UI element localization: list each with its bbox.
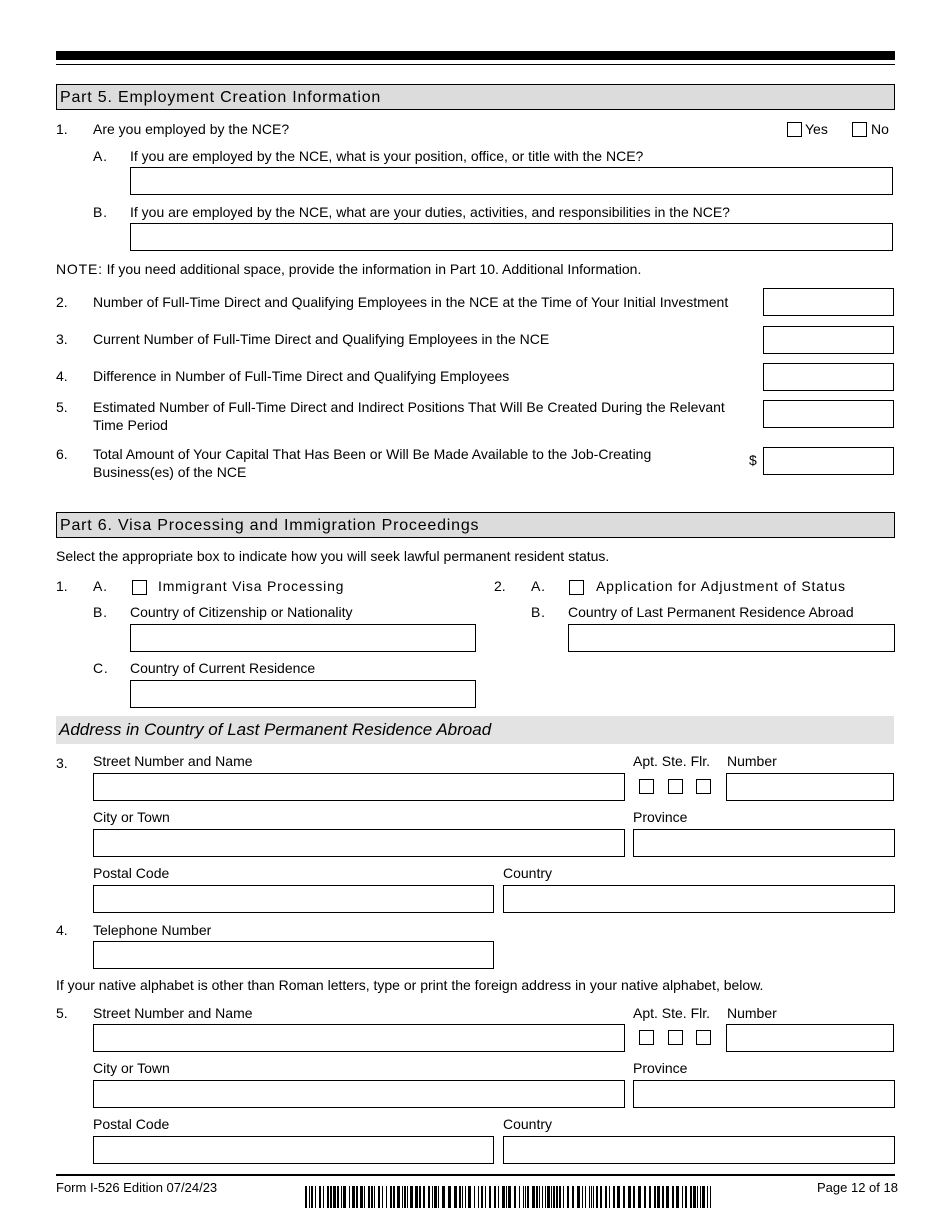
q4-number: 4. <box>56 368 68 384</box>
unit-number-label: Number <box>727 753 777 769</box>
native-ste-checkbox[interactable] <box>668 1030 683 1045</box>
q3-number: 3. <box>56 331 68 347</box>
q1-yes-checkbox[interactable] <box>787 122 802 137</box>
q1b-letter: B. <box>93 204 108 220</box>
native-flr-label: Flr. <box>690 1005 711 1021</box>
top-rule-thick <box>56 51 895 60</box>
q6-label: Total Amount of Your Capital That Has Been or Will Be Made Available to the Job-Creating Business(es) of the NCE <box>93 446 652 480</box>
flr-checkbox[interactable] <box>696 779 711 794</box>
city-field[interactable] <box>93 829 625 857</box>
item2b-letter: B. <box>531 604 546 620</box>
item4-number: 4. <box>56 922 68 938</box>
province-field[interactable] <box>633 829 895 857</box>
form-edition: Form I-526 Edition 07/24/23 <box>56 1180 218 1195</box>
q6-number: 6. <box>56 446 68 462</box>
q5-label: Estimated Number of Full-Time Direct and Indirect Positions That Will Be Created During the Relevant Time Period <box>93 399 725 433</box>
note <box>56 260 641 278</box>
note-end: . <box>637 261 642 277</box>
part6-header: Part 6. Visa Processing and Immigration Proceedings <box>56 512 895 538</box>
postal-label: Postal Code <box>93 865 170 881</box>
part6-intro: Select the appropriate box to indicate how you will seek lawful permanent resident status. <box>56 548 610 564</box>
q6-capital-amount-field[interactable] <box>763 447 894 475</box>
native-postal-label: Postal Code <box>93 1116 170 1132</box>
native-country-label: Country <box>503 1116 553 1132</box>
note-ref: Part 10. Additional Information <box>449 261 638 277</box>
native-flr-checkbox[interactable] <box>696 1030 711 1045</box>
q5-number: 5. <box>56 399 68 415</box>
q4-difference-field[interactable] <box>763 363 894 391</box>
item5-number: 5. <box>56 1005 68 1021</box>
q5-positions-field[interactable] <box>763 400 894 428</box>
province-label: Province <box>633 809 688 825</box>
native-unit-number-field[interactable] <box>726 1024 894 1052</box>
citizenship-field[interactable] <box>130 624 476 652</box>
q4-label: Difference in Number of Full-Time Direct and Qualifying Employees <box>93 368 510 384</box>
native-province-field[interactable] <box>633 1080 895 1108</box>
immigrant-visa-checkbox[interactable] <box>132 580 147 595</box>
country-label: Country <box>503 865 553 881</box>
street-label: Street Number and Name <box>93 753 253 769</box>
country-field[interactable] <box>503 885 895 913</box>
item1-number: 1. <box>56 578 68 594</box>
barcode-image <box>305 1186 713 1208</box>
adjustment-status-checkbox[interactable] <box>569 580 584 595</box>
last-residence-label: Country of Last Permanent Residence Abroad <box>568 604 854 620</box>
native-alphabet-note: If your native alphabet is other than Roman letters, type or print the foreign address in your native alphabet, below. <box>56 977 764 993</box>
q1a-label: If you are employed by the NCE, what is your position, office, or title with the NCE? <box>130 148 644 164</box>
citizenship-label: Country of Citizenship or Nationality <box>130 604 353 620</box>
item1b-letter: B. <box>93 604 108 620</box>
q1a-position-field[interactable] <box>130 167 893 195</box>
ste-label: Ste. <box>661 753 687 769</box>
current-residence-label: Country of Current Residence <box>130 660 316 676</box>
native-apt-checkbox[interactable] <box>639 1030 654 1045</box>
apt-ste-flr-labels <box>633 752 710 770</box>
address-subheader: Address in Country of Last Permanent Residence Abroad <box>56 716 894 744</box>
item1c-letter: C. <box>93 660 109 676</box>
q1-number: 1. <box>56 121 68 137</box>
q1b-duties-field[interactable] <box>130 223 893 251</box>
native-province-label: Province <box>633 1060 688 1076</box>
native-apt-ste-flr-labels <box>633 1004 710 1022</box>
native-apt-label: Apt. <box>633 1005 658 1021</box>
immigrant-visa-label: Immigrant Visa Processing <box>158 578 345 594</box>
q6-currency-symbol: $ <box>749 452 757 468</box>
apt-checkbox[interactable] <box>639 779 654 794</box>
page-number: Page 12 of 18 <box>817 1180 898 1195</box>
q3-label: Current Number of Full-Time Direct and Qualifying Employees in the NCE <box>93 331 550 347</box>
q1-yes-label: Yes <box>805 121 828 137</box>
part5-header: Part 5. Employment Creation Information <box>56 84 895 110</box>
native-unit-number-label: Number <box>727 1005 777 1021</box>
q1-label: Are you employed by the NCE? <box>93 121 290 137</box>
ste-checkbox[interactable] <box>668 779 683 794</box>
telephone-label: Telephone Number <box>93 922 212 938</box>
q2-initial-employees-field[interactable] <box>763 288 894 316</box>
apt-label: Apt. <box>633 753 658 769</box>
native-postal-field[interactable] <box>93 1136 494 1164</box>
q2-label: Number of Full-Time Direct and Qualifying Employees in the NCE at the Time of Your Initial Investment <box>93 294 729 310</box>
q1-no-label: No <box>871 121 889 137</box>
native-country-field[interactable] <box>503 1136 895 1164</box>
adjustment-status-label: Application for Adjustment of Status <box>596 578 846 594</box>
telephone-field[interactable] <box>93 941 494 969</box>
current-residence-field[interactable] <box>130 680 476 708</box>
item2a-letter: A. <box>531 578 546 594</box>
note-text: If you need additional space, provide the information in <box>106 261 447 277</box>
native-street-field[interactable] <box>93 1024 625 1052</box>
unit-number-field[interactable] <box>726 773 894 801</box>
note-label: NOTE: <box>56 261 103 277</box>
native-city-field[interactable] <box>93 1080 625 1108</box>
postal-field[interactable] <box>93 885 494 913</box>
street-field[interactable] <box>93 773 625 801</box>
item1a-letter: A. <box>93 578 108 594</box>
q1a-letter: A. <box>93 148 108 164</box>
item3-number: 3. <box>56 755 68 771</box>
q3-current-employees-field[interactable] <box>763 326 894 354</box>
native-city-label: City or Town <box>93 1060 170 1076</box>
native-street-label: Street Number and Name <box>93 1005 253 1021</box>
item2-number: 2. <box>494 578 506 594</box>
city-label: City or Town <box>93 809 170 825</box>
q1b-label: If you are employed by the NCE, what are your duties, activities, and responsibilities in the NCE? <box>130 204 730 220</box>
last-residence-field[interactable] <box>568 624 895 652</box>
flr-label: Flr. <box>690 753 711 769</box>
q2-number: 2. <box>56 294 68 310</box>
q1-no-checkbox[interactable] <box>852 122 867 137</box>
native-ste-label: Ste. <box>661 1005 687 1021</box>
top-rule-thin <box>56 64 895 65</box>
footer-rule <box>56 1174 895 1176</box>
